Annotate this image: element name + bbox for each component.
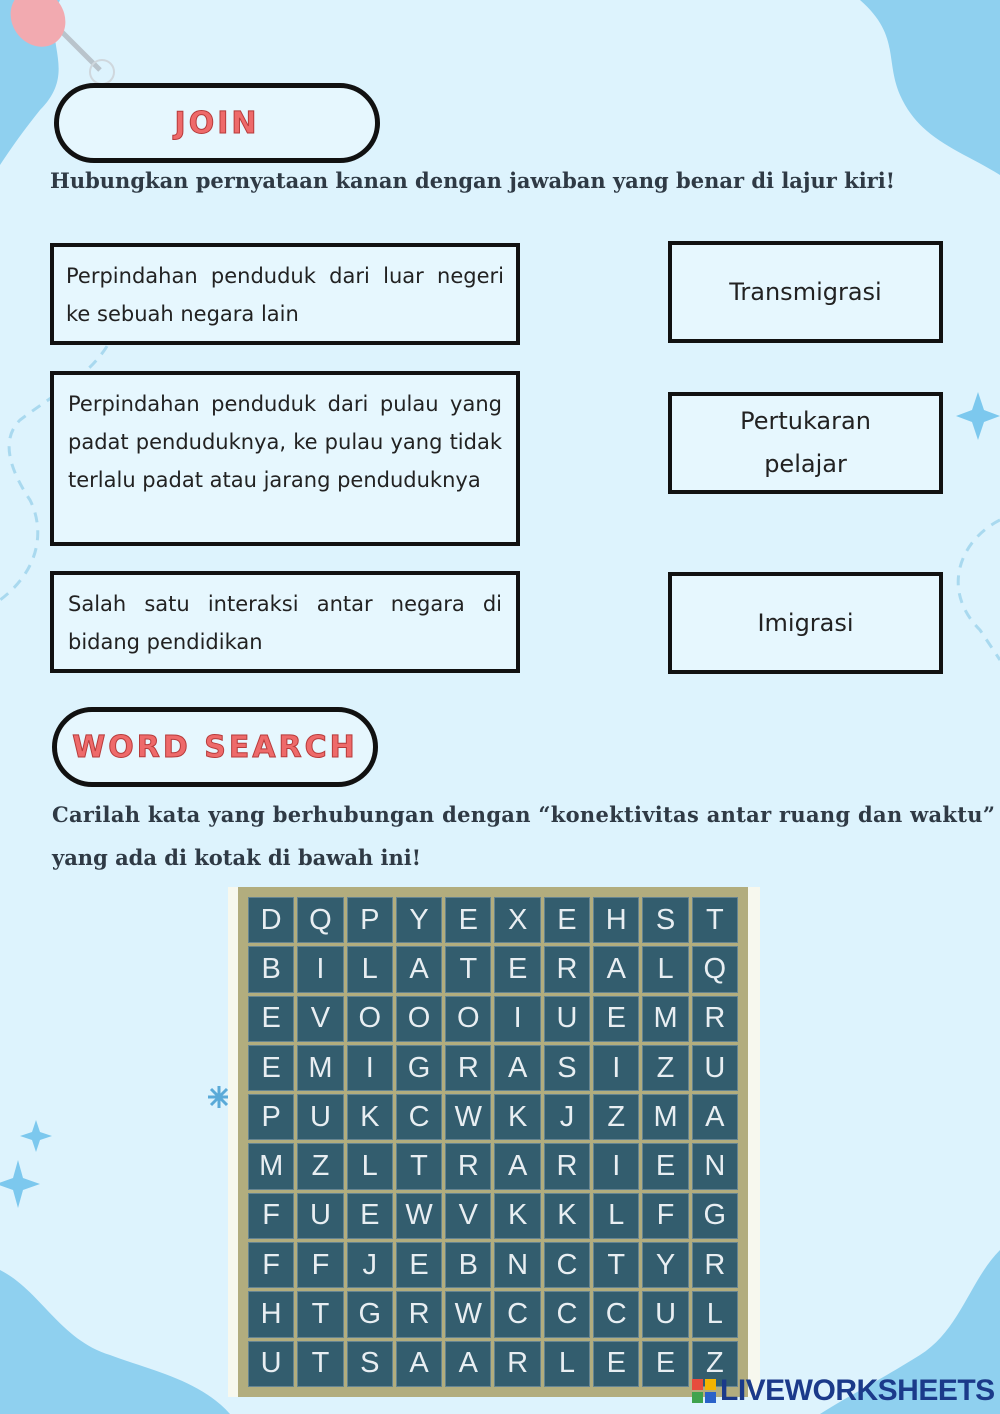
grid-cell[interactable]: A xyxy=(692,1094,738,1140)
grid-cell[interactable]: Y xyxy=(642,1242,688,1288)
grid-cell[interactable]: R xyxy=(544,1143,590,1189)
grid-cell[interactable]: R xyxy=(692,996,738,1042)
word-search-title-pill xyxy=(52,707,378,787)
grid-cell[interactable]: B xyxy=(445,1242,491,1288)
grid-cell[interactable]: R xyxy=(544,946,590,992)
grid-cell[interactable]: E xyxy=(494,946,540,992)
statement-box-3[interactable]: Salah satu interaksi antar negara di bidang pendidikan xyxy=(50,571,520,673)
statement-box-1[interactable]: Perpindahan penduduk dari luar negeri ke sebuah negara lain xyxy=(50,243,520,345)
grid-cell[interactable]: E xyxy=(544,897,590,943)
grid-cell[interactable]: E xyxy=(248,996,294,1042)
grid-cell[interactable]: R xyxy=(396,1291,442,1337)
grid-cell[interactable]: T xyxy=(445,946,491,992)
grid-cell[interactable]: V xyxy=(445,1193,491,1239)
grid-cell[interactable]: N xyxy=(494,1242,540,1288)
grid-cell[interactable]: R xyxy=(494,1341,540,1387)
grid-cell[interactable]: A xyxy=(396,946,442,992)
grid-cell[interactable]: S xyxy=(544,1045,590,1091)
sparkle-icon xyxy=(0,1160,40,1208)
liveworksheets-mark-icon xyxy=(692,1379,716,1403)
grid-cell[interactable]: U xyxy=(297,1193,343,1239)
sparkle-icon xyxy=(20,1120,52,1152)
answer-label: Pertukaran pelajar xyxy=(740,407,871,478)
grid-cell[interactable]: L xyxy=(347,1143,393,1189)
brand-text: LIVEWORKSHEETS xyxy=(720,1374,995,1407)
grid-cell[interactable]: E xyxy=(593,1341,639,1387)
grid-cell[interactable]: C xyxy=(593,1291,639,1337)
grid-cell[interactable]: G xyxy=(347,1291,393,1337)
join-instruction: Hubungkan pernyataan kanan dengan jawaban yang benar di lajur kiri! xyxy=(50,168,895,193)
grid-cell[interactable]: M xyxy=(642,996,688,1042)
grid-cell[interactable]: Z xyxy=(642,1045,688,1091)
grid-cell[interactable]: Y xyxy=(396,897,442,943)
grid-cell[interactable]: V xyxy=(297,996,343,1042)
grid-cell[interactable]: S xyxy=(642,897,688,943)
grid-cell[interactable]: C xyxy=(494,1291,540,1337)
grid-cell[interactable]: T xyxy=(593,1242,639,1288)
grid-cell[interactable]: W xyxy=(445,1291,491,1337)
grid-cell[interactable]: L xyxy=(593,1193,639,1239)
grid-cell[interactable]: E xyxy=(642,1143,688,1189)
answer-label: Imigrasi xyxy=(757,608,854,637)
grid-cell[interactable]: J xyxy=(544,1094,590,1140)
join-title-pill xyxy=(54,83,380,163)
grid-cell[interactable]: M xyxy=(642,1094,688,1140)
grid-cell[interactable]: J xyxy=(347,1242,393,1288)
answer-box-imigrasi[interactable] xyxy=(668,572,943,674)
grid-cell[interactable]: F xyxy=(248,1242,294,1288)
word-search-title: WORD SEARCH xyxy=(72,729,358,765)
grid-cell[interactable]: U xyxy=(692,1045,738,1091)
grid-cell[interactable]: C xyxy=(396,1094,442,1140)
grid-cell[interactable]: H xyxy=(248,1291,294,1337)
bottom-left-wave xyxy=(0,1270,230,1414)
grid-cell[interactable]: G xyxy=(396,1045,442,1091)
grid-cell[interactable]: E xyxy=(445,897,491,943)
grid-cell[interactable]: D xyxy=(248,897,294,943)
grid-cell[interactable]: U xyxy=(248,1341,294,1387)
grid-cell[interactable]: L xyxy=(347,946,393,992)
grid-cell[interactable]: E xyxy=(347,1193,393,1239)
grid-cell[interactable]: K xyxy=(544,1193,590,1239)
grid-cell[interactable]: I xyxy=(593,1143,639,1189)
grid-cell[interactable]: O xyxy=(396,996,442,1042)
grid-cell[interactable]: F xyxy=(248,1193,294,1239)
grid-cell[interactable]: M xyxy=(248,1143,294,1189)
statement-box-2[interactable]: Perpindahan penduduk dari pulau yang padat penduduknya, ke pulau yang tidak terlalu padat atau jarang penduduknya xyxy=(50,371,520,546)
liveworksheets-logo xyxy=(692,1372,995,1410)
answer-box-pertukaran-pelajar[interactable] xyxy=(668,392,943,494)
grid-cell[interactable]: E xyxy=(642,1341,688,1387)
grid-cell[interactable]: M xyxy=(297,1045,343,1091)
brand-mark-square xyxy=(705,1379,716,1390)
grid-cell[interactable]: Z xyxy=(297,1143,343,1189)
grid-cell[interactable]: T xyxy=(297,1341,343,1387)
grid-cell[interactable]: P xyxy=(248,1094,294,1140)
grid-cell[interactable]: A xyxy=(494,1143,540,1189)
sparkle-icon xyxy=(956,392,1000,440)
grid-cell[interactable]: A xyxy=(445,1341,491,1387)
grid-cell[interactable]: L xyxy=(692,1291,738,1337)
asterisk-icon xyxy=(208,1086,230,1108)
grid-cell[interactable]: L xyxy=(642,946,688,992)
grid-cell[interactable]: S xyxy=(347,1341,393,1387)
grid-cell[interactable]: A xyxy=(593,946,639,992)
answer-box-transmigrasi[interactable] xyxy=(668,241,943,343)
grid-cell[interactable]: F xyxy=(297,1242,343,1288)
grid-cell[interactable]: H xyxy=(593,897,639,943)
grid-cell[interactable]: O xyxy=(347,996,393,1042)
grid-cell[interactable]: U xyxy=(544,996,590,1042)
grid-cell[interactable]: A xyxy=(396,1341,442,1387)
grid-cell[interactable]: R xyxy=(692,1242,738,1288)
grid-cell[interactable]: U xyxy=(642,1291,688,1337)
grid-cell[interactable]: C xyxy=(544,1242,590,1288)
grid-cell[interactable]: W xyxy=(445,1094,491,1140)
grid-cell[interactable]: W xyxy=(396,1193,442,1239)
grid-cell[interactable]: U xyxy=(297,1094,343,1140)
grid-cell[interactable]: I xyxy=(593,1045,639,1091)
brand-mark-square xyxy=(692,1392,703,1403)
grid-cell[interactable]: F xyxy=(642,1193,688,1239)
word-search-instruction-line-1: Carilah kata yang berhubungan dengan “konektivitas antar ruang dan waktu” xyxy=(52,802,996,827)
grid-cell[interactable]: O xyxy=(445,996,491,1042)
grid-cell[interactable]: L xyxy=(544,1341,590,1387)
grid-cell[interactable]: E xyxy=(396,1242,442,1288)
grid-cell[interactable]: A xyxy=(494,1045,540,1091)
top-right-wave xyxy=(860,0,1000,175)
word-search-grid[interactable] xyxy=(238,887,748,1397)
grid-cell[interactable]: C xyxy=(544,1291,590,1337)
grid-cell[interactable]: Z xyxy=(692,1341,738,1387)
grid-cell[interactable]: N xyxy=(692,1143,738,1189)
grid-cell[interactable]: B xyxy=(248,946,294,992)
grid-cell[interactable]: R xyxy=(445,1045,491,1091)
grid-cell[interactable]: P xyxy=(347,897,393,943)
word-search-instruction-line-2: yang ada di kotak di bawah ini! xyxy=(52,845,421,870)
word-search-panel xyxy=(228,887,760,1397)
brand-mark-square xyxy=(705,1392,716,1403)
grid-cell[interactable]: T xyxy=(297,1291,343,1337)
grid-cell[interactable]: K xyxy=(494,1193,540,1239)
brand-mark-square xyxy=(692,1379,703,1390)
grid-cell[interactable]: I xyxy=(494,996,540,1042)
grid-cell[interactable]: I xyxy=(347,1045,393,1091)
grid-cell[interactable]: T xyxy=(396,1143,442,1189)
grid-cell[interactable]: T xyxy=(692,897,738,943)
answer-label: Transmigrasi xyxy=(729,277,882,306)
grid-cell[interactable]: E xyxy=(248,1045,294,1091)
grid-cell[interactable]: G xyxy=(692,1193,738,1239)
grid-cell[interactable]: X xyxy=(494,897,540,943)
grid-cell[interactable]: Q xyxy=(297,897,343,943)
grid-cell[interactable]: Z xyxy=(593,1094,639,1140)
grid-cell[interactable]: Q xyxy=(692,946,738,992)
grid-cell[interactable]: I xyxy=(297,946,343,992)
grid-cell[interactable]: E xyxy=(593,996,639,1042)
join-title: JOIN xyxy=(174,105,260,141)
grid-cell[interactable]: R xyxy=(445,1143,491,1189)
dashed-curve-right xyxy=(958,520,1000,660)
grid-cell[interactable]: K xyxy=(494,1094,540,1140)
grid-cell[interactable]: K xyxy=(347,1094,393,1140)
